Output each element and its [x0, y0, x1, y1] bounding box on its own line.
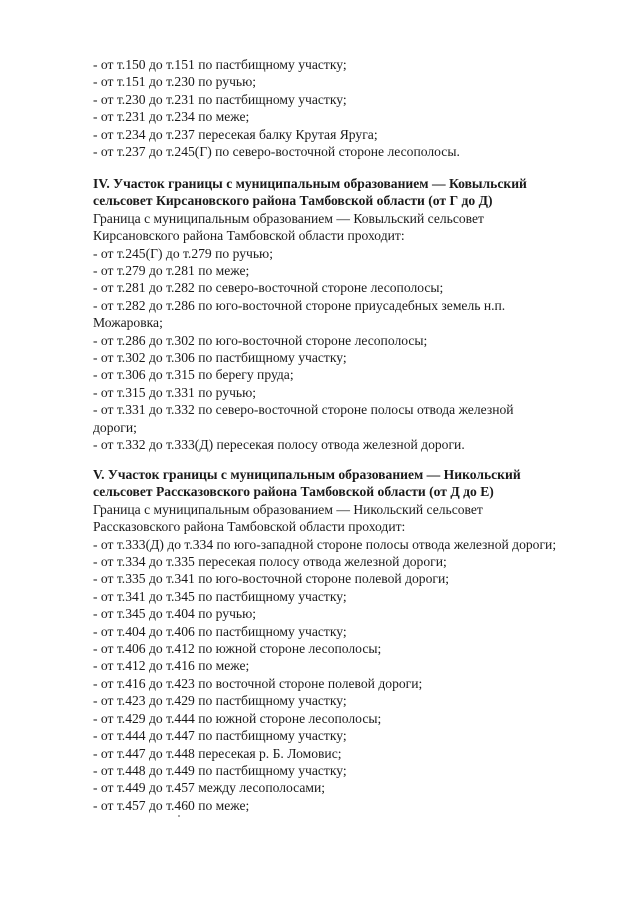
section-intro: Кирсановского района Тамбовской области проходит: — [93, 228, 405, 244]
list-item: - от т.237 до т.245(Г) по северо-восточной стороне лесополосы. — [93, 144, 460, 160]
list-item: дороги; — [93, 419, 137, 435]
list-item: - от т.335 до т.341 по юго-восточной стороне полевой дороги; — [93, 571, 450, 587]
list-item: - от т.444 до т.447 по пастбищному участку; — [93, 728, 347, 744]
list-item: - от т.231 до т.234 по меже; — [93, 109, 250, 125]
section-heading: IV. Участок границы с муниципальным образованием — Ковыльский — [93, 176, 527, 191]
list-item: - от т.448 до т.449 по пастбищному участку; — [93, 762, 347, 778]
list-item: - от т.416 до т.423 по восточной стороне полевой дороги; — [93, 675, 423, 691]
list-item: - от т.230 до т.231 по пастбищному участку; — [93, 91, 347, 107]
list-item: - от т.279 до т.281 по меже; — [93, 263, 250, 279]
list-item: - от т.150 до т.151 по пастбищному участку; — [93, 57, 347, 72]
list-item: - от т.245(Г) до т.279 по ручью; — [93, 245, 273, 261]
list-item: Можаровка; — [93, 315, 163, 331]
section-iv — [93, 175, 613, 454]
list-item: - от т.332 до т.333(Д) пересекая полосу отвода железной дороги. — [93, 437, 465, 453]
list-item: - от т.345 до т.404 по ручью; — [93, 606, 257, 622]
section-intro: Граница с муниципальным образованием — Ковыльский сельсовет — [93, 210, 484, 226]
section-intro: Граница с муниципальным образованием — Никольский сельсовет — [93, 501, 483, 517]
boundary-list-top — [93, 56, 613, 160]
list-item: - от т.449 до т.457 между лесополосами; — [93, 780, 326, 796]
list-item: - от т.412 до т.416 по меже; — [93, 658, 250, 674]
list-item: - от т.447 до т.448 пересекая р. Б. Ломовис; — [93, 745, 342, 761]
list-item: - от т.302 до т.306 по пастбищному участку; — [93, 350, 347, 366]
list-item: - от т.457 до т.460 по меже; — [93, 797, 250, 813]
list-item: - от т.333(Д) до т.334 по юго-западной стороне полосы отвода железной дороги; — [93, 536, 557, 552]
list-item: - от т.151 до т.230 по ручью; — [93, 74, 257, 90]
list-item: - от т.286 до т.302 по юго-восточной стороне лесополосы; — [93, 332, 428, 348]
list-item: - от т.306 до т.315 по берегу пруда; — [93, 367, 294, 383]
list-item: - от т.315 до т.331 по ручью; — [93, 384, 257, 400]
list-item: - от т.282 до т.286 по юго-восточной стороне приусадебных земель н.п. — [93, 297, 506, 313]
section-heading: V. Участок границы с муниципальным образованием — Никольский — [93, 467, 521, 482]
list-item: - от т.331 до т.332 по северо-восточной стороне полосы отвода железной — [93, 402, 514, 418]
list-item: - от т.429 до т.444 по южной стороне лесополосы; — [93, 710, 382, 726]
section-heading: сельсовет Кирсановского района Тамбовской области (от Г до Д) — [93, 193, 493, 209]
section-intro: Рассказовского района Тамбовской области проходит: — [93, 519, 406, 535]
list-item: - от т.404 до т.406 по пастбищному участку; — [93, 623, 347, 639]
list-item: - от т.406 до т.412 по южной стороне лесополосы; — [93, 641, 382, 657]
scan-speck — [178, 815, 180, 817]
list-item: - от т.234 до т.237 пересекая балку Крутая Яруга; — [93, 126, 378, 142]
section-heading: сельсовет Рассказовского района Тамбовской области (от Д до Е) — [93, 484, 494, 500]
list-item: - от т.281 до т.282 по северо-восточной стороне лесополосы; — [93, 280, 444, 296]
list-item: - от т.423 до т.429 по пастбищному участку; — [93, 693, 347, 709]
list-item: - от т.341 до т.345 по пастбищному участку; — [93, 588, 347, 604]
section-v — [93, 466, 613, 814]
list-item: - от т.334 до т.335 пересекая полосу отвода железной дороги; — [93, 554, 447, 570]
